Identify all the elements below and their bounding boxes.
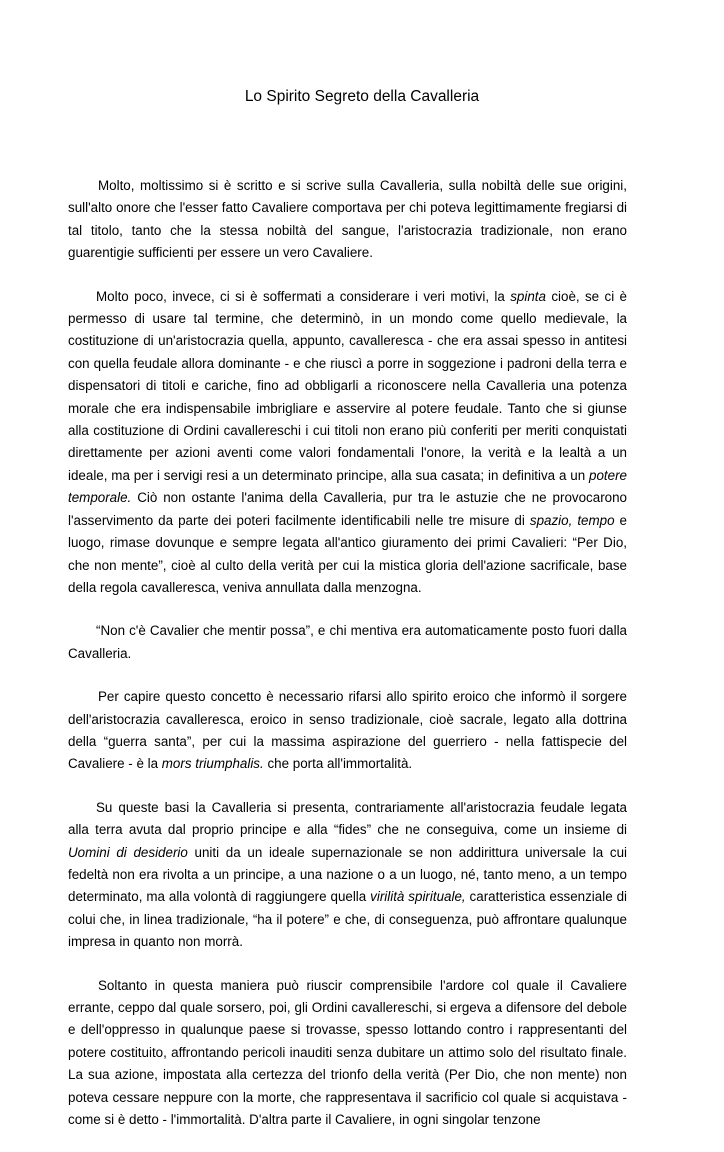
paragraph-6: Soltanto in questa maniera può riuscir comprensibile l'ardore col quale il Cavaliere errante, ceppo dal quale sorsero, poi, gli Ordini cavallereschi, si ergeva a difensore del debole e dell'oppresso in qualunque paese si trovasse, spesso lottando contro i rappresentanti del potere costituito, affrontando pericoli inauditi senza dubitare un attimo solo del risultato finale. La sua azione, impostata alla certezza del trionfo della verità (Per Dio, che non mente) non poteva cessare neppure con la morte, che rappresentava il sacrificio col quale si acquistava - come si è detto - l'immortalità. D'altra parte il Cavaliere, in ogni singolar tenzone <box>68 977 627 1128</box>
paragraph-2-text-1: Molto poco, invece, ci si è soffermati a considerare i veri motivi, la <box>96 288 511 304</box>
paragraph-2 <box>68 286 627 600</box>
paragraph-2-text-3: Ciò non ostante l'anima della Cavalleria, pur tra le astuzie che ne provocarono l'asservimento da parte dei poteri facilmente identificabili nelle tre misure di <box>68 490 627 528</box>
document-body <box>68 175 627 1152</box>
paragraph-1: Molto, moltissimo si è scritto e si scrive sulla Cavalleria, sulla nobiltà delle sue origini, sull'alto onore che l'esser fatto Cavaliere comportava per chi poteva legittimamente fregiarsi di tal titolo, tanto che la stessa nobiltà del sangue, l'aristocrazia tradizionale, non erano guarentigie sufficienti per essere un vero Cavaliere. <box>68 178 627 261</box>
paragraph-4-text-2: che porta all'immortalità. <box>263 756 413 772</box>
paragraph-3: “Non c'è Cavalier che mentir possa”, e chi mentiva era automaticamente posto fuori dalla Cavalleria. <box>68 623 627 661</box>
paragraph-5 <box>68 797 627 954</box>
paragraph-2-italic-2: potere temporale. <box>68 467 627 506</box>
paragraph-5-text-3: caratteristica essenziale di colui che, in linea tradizionale, “ha il potere” e che, di conseguenza, può affrontare qualunque impresa in quanto non morrà. <box>68 889 627 950</box>
paragraph-5-italic-2: virilità spirituale, <box>370 889 466 905</box>
paragraph-2-italic-3: spazio, tempo <box>529 512 615 528</box>
paragraph-2-italic-1: spinta <box>510 288 546 304</box>
document-title: Lo Spirito Segreto della Cavalleria <box>244 88 480 105</box>
paragraph-4 <box>68 686 627 776</box>
paragraph-5-text-2: uniti da un ideale supernazionale se non addirittura universale la cui fedeltà non era rivolta a un principe, a una nazione o a un luogo, né, tanto meno, a un tempo determinato, ma alla volontà di raggiungere quella <box>68 844 627 905</box>
paragraph-4-text-1: Per capire questo concetto è necessario rifarsi allo spirito eroico che informò il sorgere dell'aristocrazia cavalleresca, eroico in senso tradizionale, cioè sacrale, legato alla dottrina della “guerra santa”, per cui la massima aspirazione del guerriero - nella fattispecie del Cavaliere - è la <box>68 689 627 772</box>
paragraph-4-italic-1: mors triumphalis. <box>161 756 264 772</box>
paragraph-2-text-2: cioè, se ci è permesso di usare tal termine, che determinò, in un mondo come quello medievale, la costituzione di un'aristocrazia quella, appunto, cavalleresca - che era assai spesso in antitesi con quella feudale allora dominante - e che riuscì a porre in soggezione i padroni della terra e dispensatori di titoli e cariche, fino ad obbligarli a riconoscere nella Cavalleria una potenza morale che era indispensabile imbrigliare e asservire al potere feudale. Tanto che si giunse alla costituzione di Ordini cavallereschi i cui titoli non erano più conferiti per meriti conquistati direttamente per azioni aventi come valori fondamentali l'onore, la verità e la lealtà a un ideale, ma per i servigi resi a un determinato principe, alla sua casata; in definitiva a un <box>68 288 627 483</box>
paragraph-5-text-1: Su queste basi la Cavalleria si presenta, contrariamente all'aristocrazia feudale legata alla terra avuta dal proprio principe e alla “fides” che ne conseguiva, come un insieme di <box>68 799 627 838</box>
paragraph-5-italic-1: Uomini di desiderio <box>68 844 188 860</box>
paragraph-2-text-4: e luogo, rimase dovunque e sempre legata all'antico giuramento dei primi Cavalieri: “Per Dio, che non mente”, cioè al culto della verità per cui la mistica gloria dell'azione sacrificale, base della regola cavalleresca, veniva annullata dalla menzogna. <box>68 512 628 595</box>
